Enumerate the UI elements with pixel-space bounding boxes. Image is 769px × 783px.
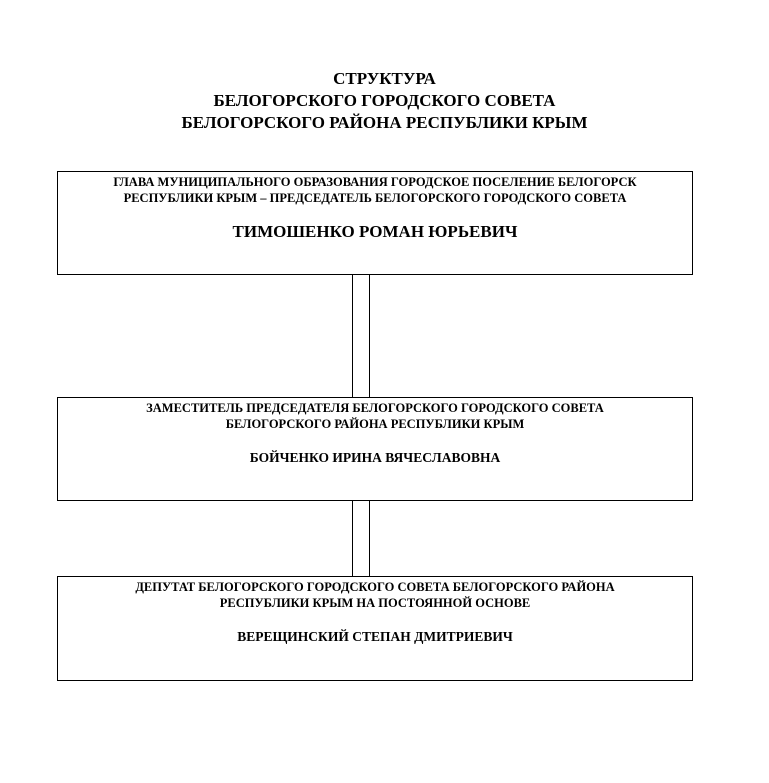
permanent-deputy-role-line-2: РЕСПУБЛИКИ КРЫМ НА ПОСТОЯННОЙ ОСНОВЕ [219,596,531,610]
chairman-box [57,171,693,275]
title-line-3: БЕЛОГОРСКОГО РАЙОНА РЕСПУБЛИКИ КРЫМ [181,113,588,132]
deputy-chairman-role [58,398,692,432]
chairman-name: ТИМОШЕНКО РОМАН ЮРЬЕВИЧ [232,222,518,241]
permanent-deputy-role-line-1: ДЕПУТАТ БЕЛОГОРСКОГО ГОРОДСКОГО СОВЕТА БЕЛОГОРСКОГО РАЙОНА [135,580,615,594]
deputy-chairman-role-line-2: БЕЛОГОРСКОГО РАЙОНА РЕСПУБЛИКИ КРЫМ [225,417,525,431]
deputy-chairman-role-line-1: ЗАМЕСТИТЕЛЬ ПРЕДСЕДАТЕЛЯ БЕЛОГОРСКОГО ГОРОДСКОГО СОВЕТА [146,401,604,415]
title-line-2: БЕЛОГОРСКОГО ГОРОДСКОГО СОВЕТА [213,91,556,110]
deputy-chairman-box [57,397,693,501]
connector-deputy-member [352,501,370,576]
chairman-role-line-2: РЕСПУБЛИКИ КРЫМ – ПРЕДСЕДАТЕЛЬ БЕЛОГОРСКОГО ГОРОДСКОГО СОВЕТА [123,191,627,205]
chairman-role [58,172,692,206]
deputy-chairman-name: БОЙЧЕНКО ИРИНА ВЯЧЕСЛАВОВНА [249,450,501,465]
permanent-deputy-role [58,577,692,611]
chairman-role-line-1: ГЛАВА МУНИЦИПАЛЬНОГО ОБРАЗОВАНИЯ ГОРОДСКОЕ ПОСЕЛЕНИЕ БЕЛОГОРСК [113,175,637,189]
title-line-1: СТРУКТУРА [333,69,436,88]
page-title [0,68,769,134]
permanent-deputy-name: ВЕРЕЩИНСКИЙ СТЕПАН ДМИТРИЕВИЧ [237,629,513,644]
connector-chairman-deputy [352,275,370,397]
permanent-deputy-box [57,576,693,681]
